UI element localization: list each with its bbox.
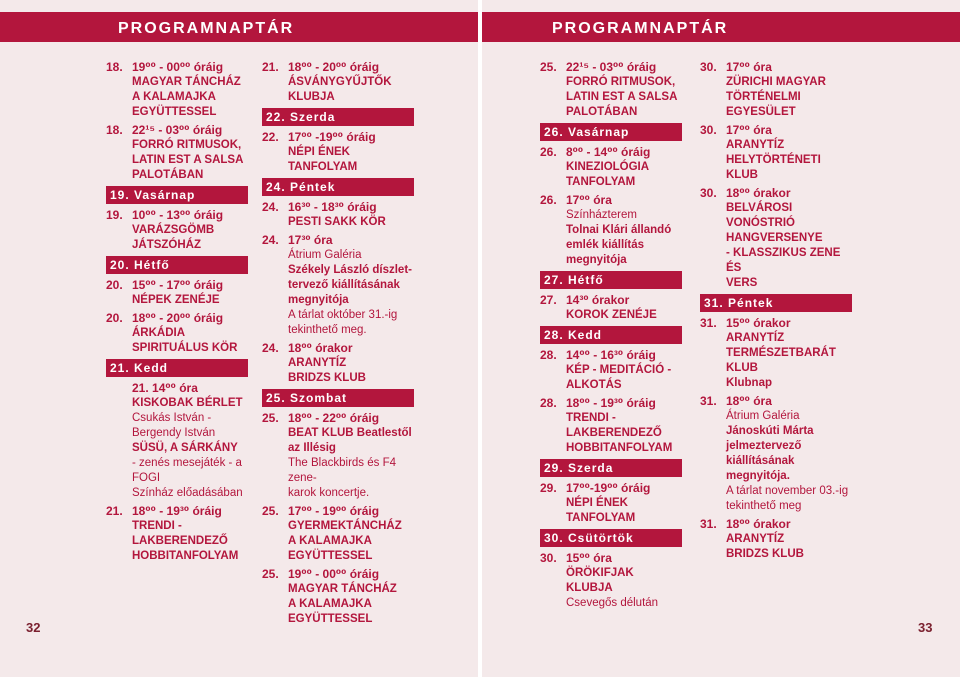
entry-text-line: EGYÜTTESSEL <box>288 550 373 562</box>
day-heading: 24. Péntek <box>262 178 414 196</box>
day-heading: 29. Szerda <box>540 459 682 477</box>
program-entry <box>262 60 414 105</box>
entry-body <box>288 200 414 230</box>
entry-day-number: 31. <box>700 517 717 531</box>
entry-body <box>726 394 852 514</box>
program-entry <box>106 504 248 564</box>
entry-text-line: MAGYAR TÁNCHÁZ <box>288 583 397 595</box>
entry-day-number: 21. <box>106 504 123 518</box>
entry-day-number: 25. <box>262 567 279 581</box>
entry-day-number: 25. <box>262 411 279 425</box>
entry-text-line: tekinthető meg. <box>288 324 367 336</box>
entry-body <box>288 504 414 564</box>
entry-text-line: karok koncertje. <box>288 487 370 499</box>
entry-text-line: NÉPEK ZENÉJE <box>132 294 220 306</box>
program-entry <box>540 145 682 190</box>
entry-day-number: 26. <box>540 145 557 159</box>
entry-text-line: emlék kiállítás <box>566 239 644 251</box>
entry-text-line: BELVÁROSI VONÓSTRIÓ <box>726 202 796 229</box>
entry-time: 10⁰⁰ - 13⁰⁰ óráig <box>132 208 224 222</box>
day-heading: 19. Vasárnap <box>106 186 248 204</box>
entry-text-line: Jánoskúti Márta <box>726 425 814 437</box>
program-entry <box>700 123 852 183</box>
entry-text-line: az Illésig <box>288 442 336 454</box>
entry-day-number: 20. <box>106 278 123 292</box>
entry-body <box>566 348 682 393</box>
day-heading: 30. Csütörtök <box>540 529 682 547</box>
left-page-title: PROGRAMNAPTÁR <box>118 20 295 37</box>
entry-text-line: PALOTÁBAN <box>566 106 638 118</box>
program-entry <box>540 481 682 526</box>
day-heading: 21. Kedd <box>106 359 248 377</box>
program-entry <box>106 123 248 183</box>
entry-text-line: BRIDZS KLUB <box>288 372 366 384</box>
entry-body <box>726 517 852 562</box>
entry-text-line: Csevegős délután <box>566 597 659 609</box>
entry-text-line: FORRÓ RITMUSOK, <box>132 139 242 151</box>
entry-day-number: 24. <box>262 341 279 355</box>
program-entry <box>106 381 248 501</box>
right-column-1 <box>540 60 682 614</box>
program-entry <box>262 411 414 501</box>
left-page-number: 32 <box>26 620 41 635</box>
program-entry <box>540 551 682 611</box>
entry-text-line: A KALAMAJKA <box>288 535 372 547</box>
entry-time: 22¹⁵ - 03⁰⁰ óráig <box>132 123 223 137</box>
entry-day-number: 30. <box>700 123 717 137</box>
entry-body <box>726 186 852 291</box>
entry-text-line: Átrium Galéria <box>726 410 800 422</box>
entry-day-number: 24. <box>262 233 279 247</box>
entry-day-number: 24. <box>262 200 279 214</box>
entry-time: 18⁰⁰ - 20⁰⁰ óráig <box>288 60 380 74</box>
entry-text-line: HANGVERSENYE <box>726 232 823 244</box>
left-page-header-bar <box>0 12 478 42</box>
entry-text-line: KISKOBAK BÉRLET <box>132 397 243 409</box>
right-page <box>482 0 960 677</box>
entry-text-line: GYERMEKTÁNCHÁZ <box>288 520 402 532</box>
entry-text-line: PALOTÁBAN <box>132 169 204 181</box>
entry-time: 21. 14⁰⁰ óra <box>132 381 198 395</box>
entry-day-number: 30. <box>540 551 557 565</box>
entry-text-line: ZÜRICHI MAGYAR <box>726 76 826 88</box>
entry-text-line: FORRÓ RITMUSOK, <box>566 76 676 88</box>
entry-text-line: tervező kiállításának <box>288 279 400 291</box>
day-heading: 20. Hétfő <box>106 256 248 274</box>
program-entry <box>700 316 852 391</box>
entry-body <box>132 504 248 564</box>
entry-day-number: 28. <box>540 348 557 362</box>
entry-body <box>566 481 682 526</box>
entry-body <box>132 278 248 308</box>
entry-day-number: 27. <box>540 293 557 307</box>
entry-time: 8⁰⁰ - 14⁰⁰ óráig <box>566 145 651 159</box>
entry-body <box>288 411 414 501</box>
entry-text-line: ALKOTÁS <box>566 379 622 391</box>
entry-text-line: HELYTÖRTÉNETI KLUB <box>726 154 821 181</box>
entry-day-number: 19. <box>106 208 123 222</box>
entry-text-line: TERMÉSZETBARÁT KLUB <box>726 347 836 374</box>
entry-time: 15⁰⁰ órakor <box>726 316 791 330</box>
entry-text-line: SÜSÜ, A SÁRKÁNY <box>132 442 238 454</box>
entry-body <box>288 341 414 386</box>
program-entry <box>700 394 852 514</box>
entry-text-line: - zenés mesejáték - a FOGI <box>132 457 242 484</box>
day-heading: 31. Péntek <box>700 294 852 312</box>
program-entry <box>540 293 682 323</box>
entry-time: 15⁰⁰ - 17⁰⁰ óráig <box>132 278 224 292</box>
entry-day-number: 18. <box>106 123 123 137</box>
entry-text-line: megnyitója <box>288 294 349 306</box>
entry-text-line: ÖRÖKIFJAK KLUBJA <box>566 567 634 594</box>
entry-body <box>132 381 248 501</box>
day-heading: 26. Vasárnap <box>540 123 682 141</box>
entry-day-number: 25. <box>540 60 557 74</box>
entry-text-line: ARANYTÍZ <box>288 357 347 369</box>
entry-body <box>726 123 852 183</box>
entry-text-line: ARANYTÍZ <box>726 533 785 545</box>
entry-body <box>566 60 682 120</box>
entry-text-line: TANFOLYAM <box>566 176 636 188</box>
program-entry <box>262 567 414 627</box>
program-entry <box>540 396 682 456</box>
entry-body <box>566 145 682 190</box>
entry-text-line: NÉPI ÉNEK TANFOLYAM <box>288 146 358 173</box>
entry-text-line: NÉPI ÉNEK TANFOLYAM <box>566 497 636 524</box>
entry-text-line: ÁSVÁNYGYŰJTŐK KLUBJA <box>288 76 392 103</box>
entry-time: 18⁰⁰ órakor <box>288 341 353 355</box>
entry-text-line: The Blackbirds és F4 zene- <box>288 457 397 484</box>
entry-text-line: ARANYTÍZ <box>726 139 785 151</box>
left-column-1 <box>106 60 248 567</box>
entry-text-line: Székely László díszlet- <box>288 264 412 276</box>
left-page <box>0 0 478 677</box>
entry-text-line: LATIN EST A SALSA <box>566 91 678 103</box>
entry-day-number: 26. <box>540 193 557 207</box>
entry-text-line: megnyitója. <box>726 470 790 482</box>
program-entry <box>700 60 852 120</box>
entry-text-line: KINEZIOLÓGIA <box>566 161 650 173</box>
program-entry <box>106 278 248 308</box>
program-entry <box>262 504 414 564</box>
entry-time: 18⁰⁰ - 19³⁰ óráig <box>132 504 222 518</box>
entry-day-number: 25. <box>262 504 279 518</box>
program-entry <box>540 193 682 268</box>
entry-time: 14³⁰ órakor <box>566 293 630 307</box>
entry-text-line: LATIN EST A SALSA <box>132 154 244 166</box>
entry-day-number: 21. <box>262 60 279 74</box>
entry-day-number: 30. <box>700 186 717 200</box>
entry-body <box>288 60 414 105</box>
entry-body <box>132 311 248 356</box>
entry-text-line: jelmeztervező <box>726 440 802 452</box>
entry-time: 19⁰⁰ - 00⁰⁰ óráig <box>132 60 224 74</box>
entry-text-line: BEAT KLUB Beatlestől <box>288 427 412 439</box>
program-entry <box>262 341 414 386</box>
entry-day-number: 31. <box>700 394 717 408</box>
entry-body <box>726 60 852 120</box>
entry-body <box>566 193 682 268</box>
entry-body <box>726 316 852 391</box>
entry-text-line: TRENDI - LAKBERENDEZŐ <box>132 520 228 547</box>
entry-time: 18⁰⁰ órakor <box>726 186 791 200</box>
entry-text-line: BRIDZS KLUB <box>726 548 804 560</box>
right-page-header-bar <box>482 12 960 42</box>
day-heading: 25. Szombat <box>262 389 414 407</box>
entry-text-line: VARÁZSGÖMB <box>132 224 215 236</box>
program-entry <box>540 348 682 393</box>
entry-day-number: 31. <box>700 316 717 330</box>
entry-time: 17⁰⁰ óra <box>726 123 772 137</box>
program-entry <box>106 60 248 120</box>
entry-text-line: SPIRITUÁLUS KÖR <box>132 342 238 354</box>
right-page-number: 33 <box>918 620 933 635</box>
program-entry <box>700 186 852 291</box>
entry-body <box>288 567 414 627</box>
program-entry <box>262 200 414 230</box>
right-column-2 <box>700 60 852 565</box>
entry-text-line: Csukás István - <box>132 412 212 424</box>
entry-text-line: HOBBITANFOLYAM <box>566 442 673 454</box>
entry-time: 18⁰⁰ óra <box>726 394 772 408</box>
entry-text-line: A KALAMAJKA <box>132 91 216 103</box>
entry-body <box>566 293 682 323</box>
entry-day-number: 22. <box>262 130 279 144</box>
entry-time: 17⁰⁰ -19⁰⁰ óráig <box>288 130 376 144</box>
entry-text-line: A tárlat október 31.-ig <box>288 309 398 321</box>
entry-day-number: 18. <box>106 60 123 74</box>
day-heading: 27. Hétfő <box>540 271 682 289</box>
entry-day-number: 29. <box>540 481 557 495</box>
entry-text-line: Színház előadásában <box>132 487 243 499</box>
program-entry <box>540 60 682 120</box>
entry-text-line: Átrium Galéria <box>288 249 362 261</box>
entry-text-line: MAGYAR TÁNCHÁZ <box>132 76 241 88</box>
entry-text-line: VERS <box>726 277 758 289</box>
left-column-2 <box>262 60 414 630</box>
program-entry <box>106 311 248 356</box>
program-entry <box>700 517 852 562</box>
entry-text-line: Klubnap <box>726 377 772 389</box>
entry-day-number: 20. <box>106 311 123 325</box>
entry-body <box>132 208 248 253</box>
entry-text-line: A KALAMAJKA <box>288 598 372 610</box>
entry-text-line: PESTI SAKK KÖR <box>288 216 386 228</box>
entry-body <box>288 130 414 175</box>
entry-time: 17⁰⁰-19⁰⁰ óráig <box>566 481 651 495</box>
entry-text-line: A tárlat november 03.-ig <box>726 485 849 497</box>
program-entry <box>106 208 248 253</box>
entry-text-line: HOBBITANFOLYAM <box>132 550 239 562</box>
entry-time: 18⁰⁰ - 22⁰⁰ óráig <box>288 411 380 425</box>
entry-body <box>132 60 248 120</box>
entry-text-line: EGYÜTTESSEL <box>132 106 217 118</box>
entry-time: 17⁰⁰ óra <box>726 60 772 74</box>
entry-text-line: EGYÜTTESSEL <box>288 613 373 625</box>
entry-text-line: Színházterem <box>566 209 637 221</box>
entry-time: 18⁰⁰ órakor <box>726 517 791 531</box>
entry-text-line: Tolnai Klári állandó <box>566 224 672 236</box>
entry-body <box>566 396 682 456</box>
entry-text-line: KOROK ZENÉJE <box>566 309 657 321</box>
entry-text-line: tekinthető meg <box>726 500 802 512</box>
entry-text-line: kiállításának <box>726 455 795 467</box>
entry-time: 19⁰⁰ - 00⁰⁰ óráig <box>288 567 380 581</box>
program-entry <box>262 233 414 338</box>
entry-text-line: megnyitója <box>566 254 627 266</box>
entry-day-number: 30. <box>700 60 717 74</box>
right-page-title: PROGRAMNAPTÁR <box>552 20 729 37</box>
entry-time: 15⁰⁰ óra <box>566 551 612 565</box>
entry-day-number: 28. <box>540 396 557 410</box>
entry-time: 18⁰⁰ - 20⁰⁰ óráig <box>132 311 224 325</box>
entry-text-line: - KLASSZIKUS ZENE ÉS <box>726 247 841 274</box>
entry-text-line: KÉP - MEDITÁCIÓ - <box>566 364 672 376</box>
entry-time: 17⁰⁰ óra <box>566 193 612 207</box>
entry-body <box>566 551 682 611</box>
entry-text-line: TRENDI - LAKBERENDEZŐ <box>566 412 662 439</box>
entry-body <box>132 123 248 183</box>
day-heading: 28. Kedd <box>540 326 682 344</box>
day-heading: 22. Szerda <box>262 108 414 126</box>
entry-time: 16³⁰ - 18³⁰ óráig <box>288 200 377 214</box>
entry-text-line: Bergendy István <box>132 427 216 439</box>
entry-day-number <box>106 381 132 501</box>
entry-time: 22¹⁵ - 03⁰⁰ óráig <box>566 60 657 74</box>
entry-time: 17⁰⁰ - 19⁰⁰ óráig <box>288 504 380 518</box>
entry-time: 18⁰⁰ - 19³⁰ óráig <box>566 396 656 410</box>
entry-text-line: ARANYTÍZ <box>726 332 785 344</box>
entry-text-line: TÖRTÉNELMI EGYESÜLET <box>726 91 801 118</box>
entry-time: 14⁰⁰ - 16³⁰ óráig <box>566 348 656 362</box>
entry-time: 17³⁰ óra <box>288 233 333 247</box>
entry-text-line: JÁTSZÓHÁZ <box>132 239 201 251</box>
entry-body <box>288 233 414 338</box>
entry-text-line: ÁRKÁDIA <box>132 327 186 339</box>
program-entry <box>262 130 414 175</box>
